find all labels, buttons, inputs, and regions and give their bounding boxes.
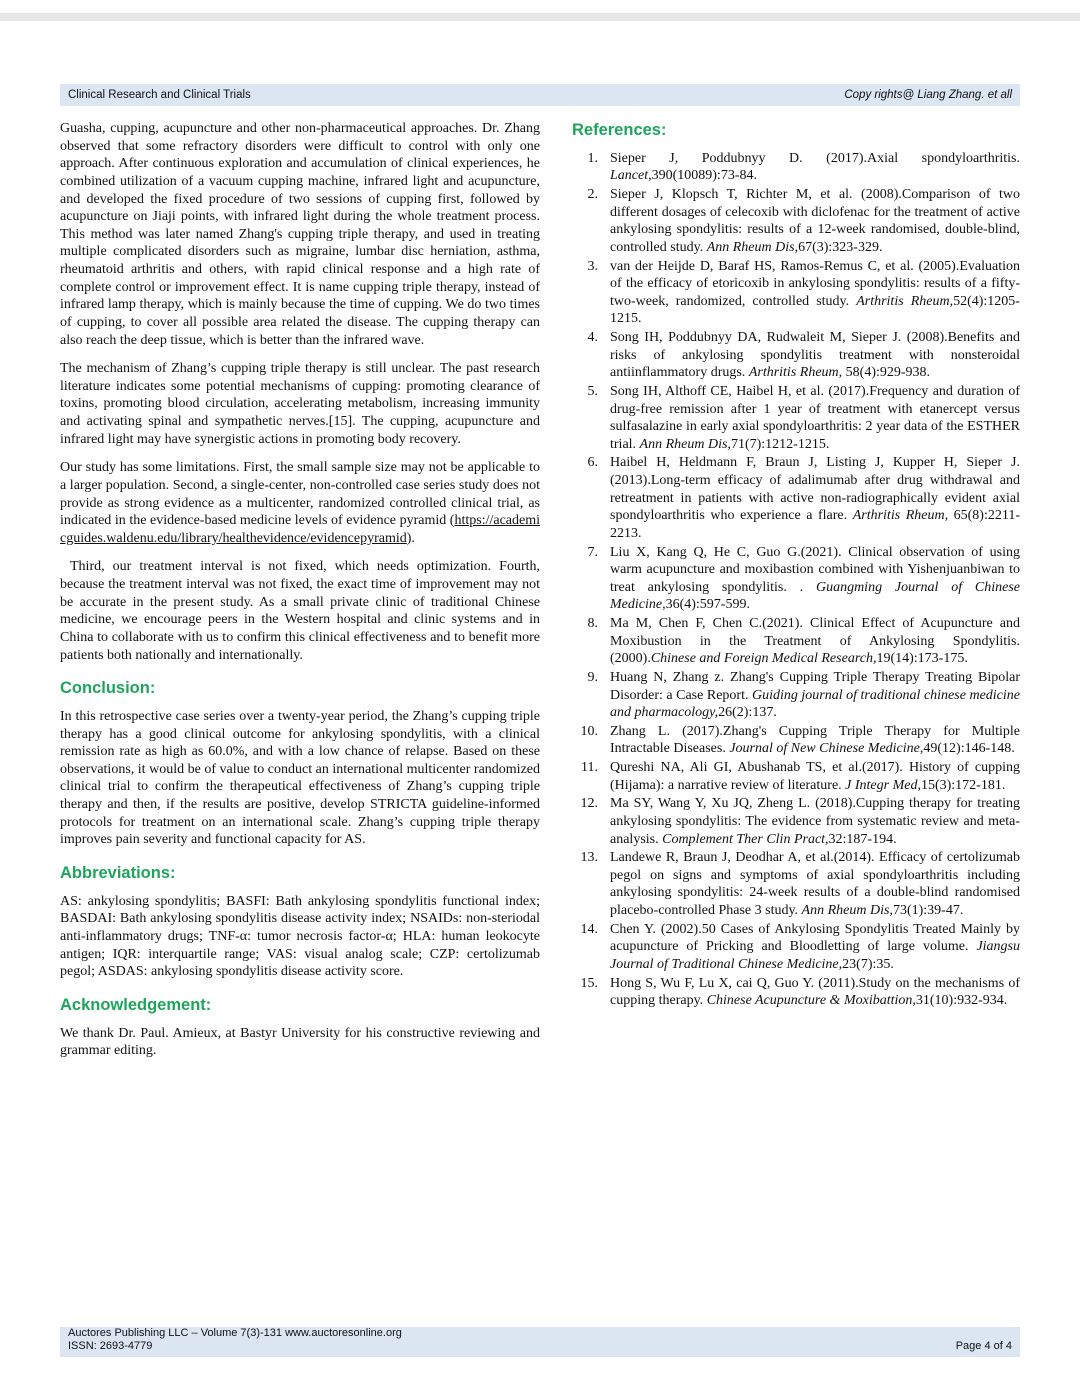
reference-text: Huang N, Zhang z. Zhang's Cupping Triple Therapy Treating Bipolar Disorder: a Case Report. Guiding journal of traditional chinese medicine and pharmacology,26(2):137. bbox=[610, 669, 1020, 721]
reference-number: 10. bbox=[580, 723, 598, 739]
reference-text: Haibel H, Heldmann F, Braun J, Listing J, Kupper H, Sieper J. (2013).Long-term efficacy of adalimumab after drug withdrawal and retreatment in patients with active non-radiographically evident axial spondyloarthritis who experience a flare. Arthritis Rheum, 65(8):2211-2213. bbox=[610, 455, 1020, 541]
reference-item bbox=[578, 759, 1020, 794]
abbreviations-text: AS: ankylosing spondylitis; BASFI: Bath ankylosing spondylitis functional index; BASDAI: Bath ankylosing spondylitis disease activity index; NSAIDs: non-steriodal anti-inflammatory drugs; TNF-α: tumor necrosis factor-α; HLA: human leokocyte antigen; IQR: interquartile range; VAS: visual analog scale; CZP: certolizumab pegol; ASDAS: ankylosing spondylitis disease activity score. bbox=[60, 893, 540, 980]
issn-line: ISSN: 2693-4779 bbox=[68, 1340, 153, 1353]
reference-number: 7. bbox=[587, 544, 598, 560]
paragraph-text: Our study has some limitations. First, the small sample size may not be applicable to a larger population. Second, a single-center, non-controlled case series study does not provide as strong evidence as a multicenter, randomized controlled clinical trial, as indicated in the evidence-based medicine levels of evidence pyramid ( bbox=[60, 460, 540, 529]
right-column bbox=[572, 120, 1020, 1071]
evidence-pyramid-link[interactable]: https://academicguides.waldenu.edu/library/healthevidence/evidencepyramid bbox=[60, 513, 540, 546]
reference-text: Song IH, Althoff CE, Haibel H, et al. (2017).Frequency and duration of drug-free remission after 1 year of treatment with etanercept versus sulfasalazine in early axial spondyloarthritis: 2 year data of the ESTHER trial. Ann Rheum Dis,71(7):1212-1215. bbox=[610, 383, 1020, 452]
copyright-text: Copy rights@ Liang Zhang. et all bbox=[844, 89, 1012, 101]
reference-number: 5. bbox=[587, 383, 598, 399]
reference-text: Landewe R, Braun J, Deodhar A, et al.(2014). Efficacy of certolizumab pegol on signs and symptoms of axial spondyloarthritis including ankylosing spondylitis: 24-week results of a double-blind randomised placebo-controlled Phase 3 study. Ann Rheum Dis,73(1):39-47. bbox=[610, 850, 1020, 919]
reference-number: 8. bbox=[587, 616, 598, 632]
reference-text: Chen Y. (2002).50 Cases of Ankylosing Spondylitis Treated Mainly by acupuncture of Pricking and Bloodletting of large volume. Jiangsu Journal of Traditional Chinese Medicine,23(7):35. bbox=[610, 921, 1020, 972]
reference-list bbox=[578, 150, 1020, 1010]
reference-number: 1. bbox=[587, 150, 598, 166]
reference-text: Sieper J, Poddubnyy D. (2017).Axial spondyloarthritis. Lancet,390(10089):73-84. bbox=[610, 150, 1020, 184]
reference-item bbox=[578, 723, 1020, 758]
reference-item bbox=[578, 258, 1020, 329]
paragraph-text: ). bbox=[406, 530, 415, 546]
reference-text: Zhang L. (2017).Zhang's Cupping Triple Therapy for Multiple Intractable Diseases. Journal of New Chinese Medicine,49(12):146-148. bbox=[610, 723, 1020, 757]
reference-item bbox=[578, 186, 1020, 257]
reference-text: Sieper J, Klopsch T, Richter M, et al. (2008).Comparison of two different dosages of celecoxib with diclofenac for the treatment of active ankylosing spondylitis: results of a 12-week randomised, double-blind, controlled study. Ann Rheum Dis,67(3):323-329. bbox=[610, 187, 1020, 255]
reference-text: Hong S, Wu F, Lu X, cai Q, Guo Y. (2011).Study on the mechanisms of cupping therapy. Chinese Acupuncture & Moxibattion,31(10):932-934. bbox=[610, 975, 1020, 1009]
reference-number: 12. bbox=[580, 796, 598, 812]
reference-number: 11. bbox=[581, 760, 598, 776]
reference-item bbox=[578, 329, 1020, 382]
publisher-line: Auctores Publishing LLC – Volume 7(3)-131 www.auctoresonline.org bbox=[68, 1326, 402, 1339]
reference-number: 2. bbox=[587, 187, 598, 203]
reference-number: 6. bbox=[587, 455, 598, 471]
reference-item bbox=[578, 849, 1020, 920]
publisher-info bbox=[68, 1327, 402, 1355]
reference-number: 14. bbox=[580, 921, 598, 937]
reference-item bbox=[578, 544, 1020, 615]
reference-number: 13. bbox=[580, 850, 598, 866]
body-paragraph-with-link bbox=[60, 459, 540, 547]
reference-text: van der Heijde D, Baraf HS, Ramos-Remus C, et al. (2005).Evaluation of the efficacy of etoricoxib in ankylosing spondylitis: results of a fifty-two-week, randomized, controlled study. Arthritis Rheum,52(4):1205-1215. bbox=[610, 258, 1020, 327]
reference-number: 3. bbox=[587, 258, 598, 274]
reference-item bbox=[578, 383, 1020, 454]
reference-item bbox=[578, 921, 1020, 974]
body-paragraph: Third, our treatment interval is not fixed, which needs optimization. Fourth, because the treatment interval was not fixed, the exact time of improvement may not be accurate in the present study. As a small private clinic of traditional Chinese medicine, we encourage peers in the Western hospital and clinic systems and in China to collaborate with us to confirm this clinical effectiveness and to benefit more patients both nationally and internationally. bbox=[60, 559, 540, 663]
left-column bbox=[60, 120, 540, 1071]
abbreviations-heading: Abbreviations: bbox=[60, 863, 176, 882]
reference-item bbox=[578, 615, 1020, 668]
body-paragraph: Guasha, cupping, acupuncture and other non-pharmaceutical approaches. Dr. Zhang observed that some refractory disorders were difficult to control with only one approach. After continuous exploration and accumulation of clinical experiences, he combined utilization of a vacuum cupping machine, infrared light and acupuncture, and developed the fixed procedure of two sessions of cupping first, followed by acupuncture on Jiaji points, with infrared light during the whole treatment process. This method was later named Zhang's cupping triple therapy, and used in treating multiple complicated disorders such as migraine, lumbar disc herniation, asthma, rheumatoid arthritis and others, with rapid clinical response and a high rate of complete control or improvement effect. It is name cupping triple therapy, instead of infrared lamp therapy, which is mainly because the time of cupping. We do two times of cupping, to cover all possible area related the disease. The cupping therapy can also reach the deep tissue, which is better than the infrared wave. bbox=[60, 121, 540, 348]
reference-item bbox=[578, 975, 1020, 1010]
reference-number: 15. bbox=[580, 975, 598, 991]
body-paragraph: The mechanism of Zhang’s cupping triple therapy is still unclear. The past research literature indicates some potential mechanisms of cupping: promoting clearance of toxins, promoting blood circulation, accelerating metabolism, increasing immunity and activating spinal and sympathetic nerves.[15]. The cupping, acupuncture and infrared light may have synergistic actions in promoting body recovery. bbox=[60, 361, 540, 447]
references-heading: References: bbox=[572, 121, 667, 139]
acknowledgement-heading: Acknowledgement: bbox=[60, 995, 212, 1014]
reference-text: Ma M, Chen F, Chen C.(2021). Clinical Effect of Acupuncture and Moxibustion in the Treatment of Ankylosing Spondylitis. (2000).Chinese and Foreign Medical Research,19(14):173-175. bbox=[610, 616, 1020, 667]
top-divider bbox=[0, 13, 1080, 21]
two-column-body bbox=[60, 120, 1020, 1071]
acknowledgement-text: We thank Dr. Paul. Amieux, at Bastyr University for his constructive reviewing and grammar editing. bbox=[60, 1025, 540, 1059]
reference-text: Song IH, Poddubnyy DA, Rudwaleit M, Sieper J. (2008).Benefits and risks of ankylosing spondylitis treatment with nonsteroidal antiinflammatory drugs. Arthritis Rheum, 58(4):929-938. bbox=[610, 330, 1020, 381]
reference-number: 4. bbox=[587, 330, 598, 346]
reference-number: 9. bbox=[587, 669, 598, 685]
page-footer bbox=[60, 1327, 1020, 1357]
journal-title: Clinical Research and Clinical Trials bbox=[68, 89, 251, 101]
conclusion-heading: Conclusion: bbox=[60, 679, 156, 698]
reference-item bbox=[578, 795, 1020, 848]
reference-item bbox=[578, 454, 1020, 542]
reference-item bbox=[578, 150, 1020, 185]
reference-item bbox=[578, 669, 1020, 722]
conclusion-text: In this retrospective case series over a twenty-year period, the Zhang’s cupping triple therapy has a good clinical outcome for ankylosing spondylitis, with a clinical remission rate as high as 60.0%, and with a low chance of relapse. Based on these observations, it would be of value to conduct an international multicenter randomized clinical trial to confirm the therapeutical effectiveness of Zhang’s cupping triple therapy and then, if the results are positive, develop STRICTA guideline-informed protocols for treatment on an international scale. Zhang’s cupping triple therapy improves pain severity and functional capacity for AS. bbox=[60, 708, 540, 848]
reference-text: Ma SY, Wang Y, Xu JQ, Zheng L. (2018).Cupping therapy for treating ankylosing spondylitis: The evidence from systematic review and meta-analysis. Complement Ther Clin Pract,32:187-194. bbox=[610, 796, 1020, 847]
reference-text: Qureshi NA, Ali GI, Abushanab TS, et al.(2017). History of cupping (Hijama): a narrative review of literature. J Integr Med,15(3):172-181. bbox=[610, 760, 1020, 793]
page-number: Page 4 of 4 bbox=[955, 1340, 1012, 1353]
page-header bbox=[60, 84, 1020, 106]
reference-text: Liu X, Kang Q, He C, Guo G.(2021). Clinical observation of using warm acupuncture and moxibastion combined with Yishenjuanbiwan to treat ankylosing spondylitis. . Guangming Journal of Chinese Medicine,36(4):597-599. bbox=[610, 544, 1020, 613]
